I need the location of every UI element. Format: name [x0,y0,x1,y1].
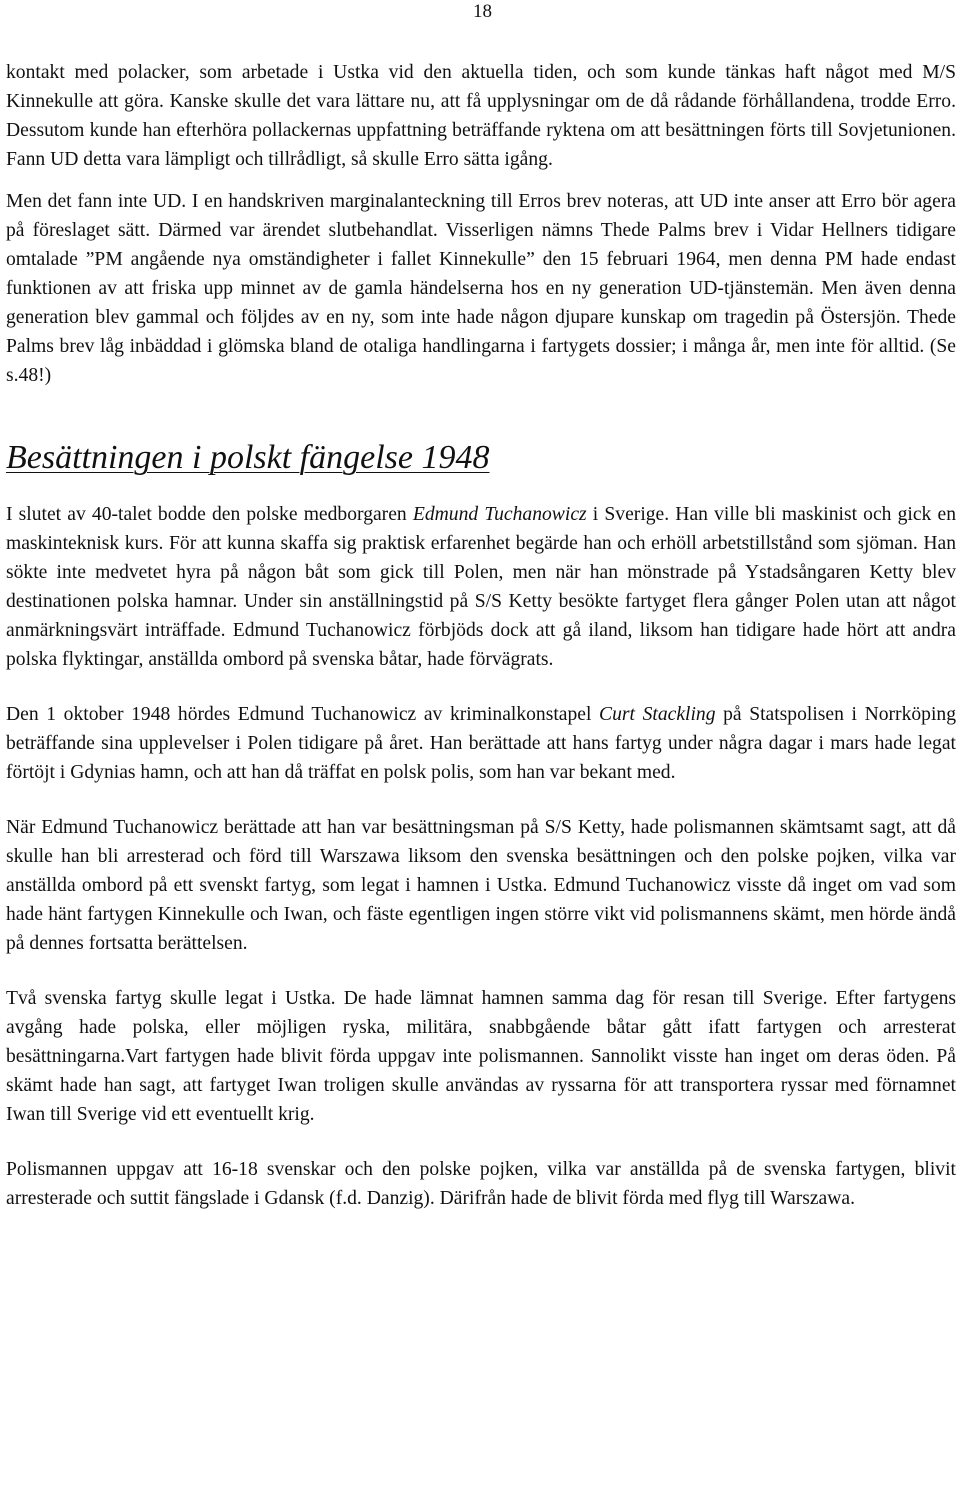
paragraph-hearing [6,700,956,787]
person-name-italic: Edmund Tuchanowicz [412,504,587,525]
text-segment: Den 1 oktober 1948 hördes Edmund Tuchanowicz av kriminalkonstapel [6,704,600,725]
paragraph-prison: Polismannen uppgav att 16-18 svenskar och den polske pojken, vilka var anställda på de svenska fartygen, blivit arresterade och suttit fängslade i Gdansk (f.d. Danzig). Därifrån hade de blivit förda med flyg till Warszawa. [6,1159,956,1209]
person-name-italic: Curt Stackling [599,704,716,725]
text-segment: I slutet av 40-talet bodde den polske medborgaren [6,504,413,525]
text-segment: i Sverige. Han ville bli maskinist och gick en maskinteknisk kurs. För att kunna skaffa sig praktisk erfarenhet begärde han och erhöll arbetstillstånd som sjöman. Han sökte inte medvetet hyra på någon båt som gick till Polen, men när han mönstrade på Ystadsångaren Ketty blev destinationen polska hamnar. Under sin anställningstid på S/S Ketty besökte fartyget flera gånger Polen utan att något anmärkningsvärt inträffade. Edmund Tuchanowicz förbjöds dock att gå iland, liksom han tidigare hade hört att andra polska flyktingar, anställda ombord på svenska båtar, hade förvägrats. [6,504,956,670]
section-heading: Besättningen i polskt fängelse 1948 [6,439,490,476]
paragraph-police-joke: När Edmund Tuchanowicz berättade att han var besättningsman på S/S Ketty, hade polismannen skämtsamt sagt, att då skulle han bli arresterad och förd till Warszawa liksom den svenska besättningen och den polske pojken, vilka var anställda ombord på ett svenskt fartyg, som legat i hamnen i Ustka. Edmund Tuchanowicz visste då inget om vad som hade hänt fartygen Kinnekulle och Iwan, och fäste egentligen ingen större vikt vid polismannens skämt, men hörde ändå på dennes fortsatta berättelsen. [6,817,956,954]
text-segment: på Statspolisen i Norrköping beträffande sina upplevelser i Polen tidigare på året. Han berättade att hans fartyg under några dagar i mars hade legat förtöjt i Gdynias hamn, och att han då träffat en polsk polis, som han var bekant med. [6,704,956,783]
paragraph-two-ships: Två svenska fartyg skulle legat i Ustka. De hade lämnat hamnen samma dag för resan till Sverige. Efter fartygens avgång hade polska, eller möjligen ryska, militära, snabbgående båtar gått ifatt fartygen och arresterat besättningarna.Vart fartygen hade blivit förda uppgav inte polismannen. Sannolikt visste han inget om deras öden. På skämt hade han sagt, att fartyget Iwan troligen skulle användas av ryssarna för att transportera ryssar med förnamnet Iwan till Sverige vid ett eventuellt krig. [6,988,956,1125]
page-number: 18 [473,1,492,22]
document-body [6,58,956,1213]
paragraph-intro: kontakt med polacker, som arbetade i Ustka vid den aktuella tiden, och som kunde tänkas haft något med M/S Kinnekulle att göra. Kanske skulle det vara lättare nu, att få upplysningar om de då rådande förhållandena, trodde Erro. Dessutom kunde han efterhöra pollackernas uppfattning beträffande ryktena om att besättningen förts till Sovjetunionen. Fann UD detta vara lämpligt och tillrådligt, så skulle Erro sätta igång. [6,62,956,170]
paragraph-tuchanowicz-intro [6,500,956,674]
paragraph-ud-response: Men det fann inte UD. I en handskriven marginalanteckning till Erros brev noteras, att UD inte anser att Erro bör agera på föreslaget sätt. Därmed var ärendet slutbehandlat. Visserligen nämns Thede Palms brev i Vidar Hellners tidigare omtalade ”PM angående nya omständigheter i fallet Kinnekulle” den 15 februari 1964, men denna PM hade endast funktionen av att friska upp minnet av de gamla händelserna hos en ny generation UD-tjänstemän. Men även denna generation blev gammal och följdes av en ny, som inte hade någon djupare kunskap om tragedin på Östersjön. Thede Palms brev låg inbäddad i glömska bland de otaliga handlingarna i fartygets dossier; i många år, men inte för alltid. (Se s.48!) [6,191,956,386]
